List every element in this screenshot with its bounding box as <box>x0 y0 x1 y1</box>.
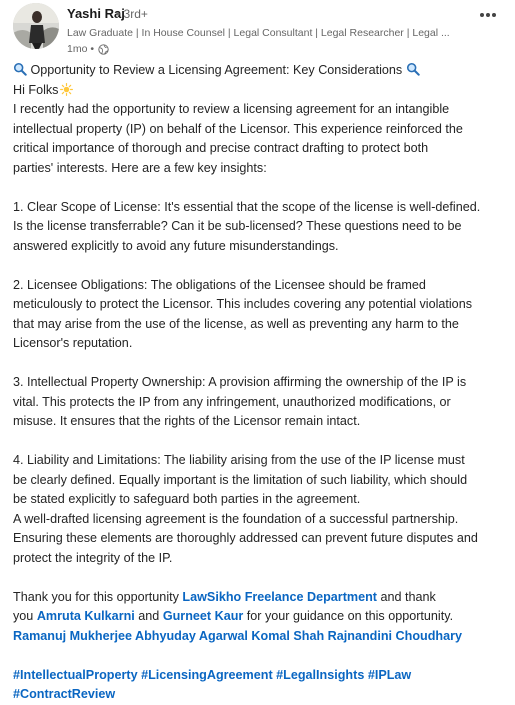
globe-icon <box>98 44 109 55</box>
thanks-text: and thank <box>377 589 436 604</box>
post-header <box>13 3 505 59</box>
intro-line: critical importance of thorough and precise contract drafting to protect both <box>13 141 429 155</box>
intro-line: intellectual property (IP) on behalf of the Licensor. This experience reinforced the <box>13 121 463 136</box>
point-line: 3. Intellectual Property Ownership: A provision affirming the ownership of the IP is <box>13 375 467 389</box>
point-line: A well-drafted licensing agreement is the foundation of a successful partnership. <box>13 511 459 526</box>
author-headline: Law Graduate | In House Counsel | Legal Consultant | Legal Researcher | Legal ... <box>67 27 450 39</box>
magnifying-glass-icon <box>13 62 27 76</box>
post-title <box>13 61 505 81</box>
author-name[interactable]: Yashi Raj <box>67 6 125 21</box>
point-line: 2. Licensee Obligations: The obligations of the Licensee should be framed <box>13 277 426 292</box>
intro-line: I recently had the opportunity to review a licensing agreement for an intangible <box>13 102 450 116</box>
point-ip-ownership <box>13 373 505 432</box>
point-line: that may arise from the use of the license, as well as preventing any harm to the <box>13 316 459 331</box>
point-scope-of-license <box>13 198 505 257</box>
post-time: 1mo • <box>67 43 95 55</box>
point-line: misuse. It ensures that the rights of the Licensor remain intact. <box>13 414 361 428</box>
point-line: be stated explicitly to safeguard both parties in the agreement. <box>13 492 361 506</box>
point-line: protect the integrity of the IP. <box>13 550 173 565</box>
point-line: vital. This protects the IP from any infringement, unauthorized modifications, or <box>13 394 451 409</box>
acknowledgements <box>13 588 505 647</box>
mention-gurneet-kaur[interactable]: Gurneet Kaur <box>162 609 244 623</box>
post-meta <box>67 43 109 55</box>
post-title-text: Opportunity to Review a Licensing Agreement: Key Considerations <box>27 63 406 77</box>
more-options-icon <box>479 12 497 18</box>
point-line: Licensor's reputation. <box>13 336 133 350</box>
hashtag-line <box>13 685 505 705</box>
point-line: Is the license transferrable? Can it be sub-licensed? These questions need to be <box>13 219 462 233</box>
avatar-photo <box>13 3 59 49</box>
point-line: be clearly defined. Equally important is the limitation of such liability, which should <box>13 472 468 487</box>
greeting-text: Hi Folks <box>13 82 59 97</box>
hashtags <box>13 666 505 705</box>
connection-degree: • 3rd+ <box>116 7 148 21</box>
point-line: answered explicitly to avoid any future misunderstandings. <box>13 238 339 253</box>
tagged-people-line <box>13 627 505 647</box>
thanks-line <box>13 607 505 627</box>
thanks-text: and <box>134 609 163 623</box>
intro-line: parties' interests. Here are a few key insights: <box>13 160 267 175</box>
more-options-button[interactable] <box>475 5 501 25</box>
point-line: 1. Clear Scope of License: It's essential that the scope of the license is well-defined. <box>13 199 481 214</box>
point-line: 4. Liability and Limitations: The liability arising from the use of the IP license must <box>13 453 465 467</box>
mention-tagged-people[interactable]: Ramanuj Mukherjee Abhyuday Agarwal Komal Shah Rajnandini Choudhary <box>13 628 463 643</box>
sun-icon <box>60 83 73 96</box>
post-body <box>13 61 505 705</box>
hashtag-links[interactable]: #IntellectualProperty #LicensingAgreement #LegalInsights #IPLaw <box>13 667 412 682</box>
mention-lawsikho-freelance-department[interactable]: LawSikho Freelance Department <box>182 589 377 604</box>
thanks-text: you <box>13 609 37 623</box>
greeting <box>13 81 505 101</box>
thanks-text: Thank you for this opportunity <box>13 589 183 604</box>
thanks-text: for your guidance on this opportunity. <box>243 609 454 623</box>
mention-amruta-kulkarni[interactable]: Amruta Kulkarni <box>36 609 135 623</box>
point-licensee-obligations <box>13 276 505 354</box>
magnifying-glass-icon <box>406 62 420 76</box>
point-line: Ensuring these elements are thoroughly addressed can prevent future disputes and <box>13 531 478 545</box>
hashtag-contract-review[interactable]: #ContractReview <box>13 687 116 701</box>
thanks-line <box>13 588 505 608</box>
hashtag-line <box>13 666 505 686</box>
point-liability-limitations <box>13 451 505 568</box>
post-opening <box>13 61 505 178</box>
point-line: meticulously to protect the Licensor. This includes covering any potential violations <box>13 297 472 311</box>
avatar[interactable] <box>13 3 59 49</box>
